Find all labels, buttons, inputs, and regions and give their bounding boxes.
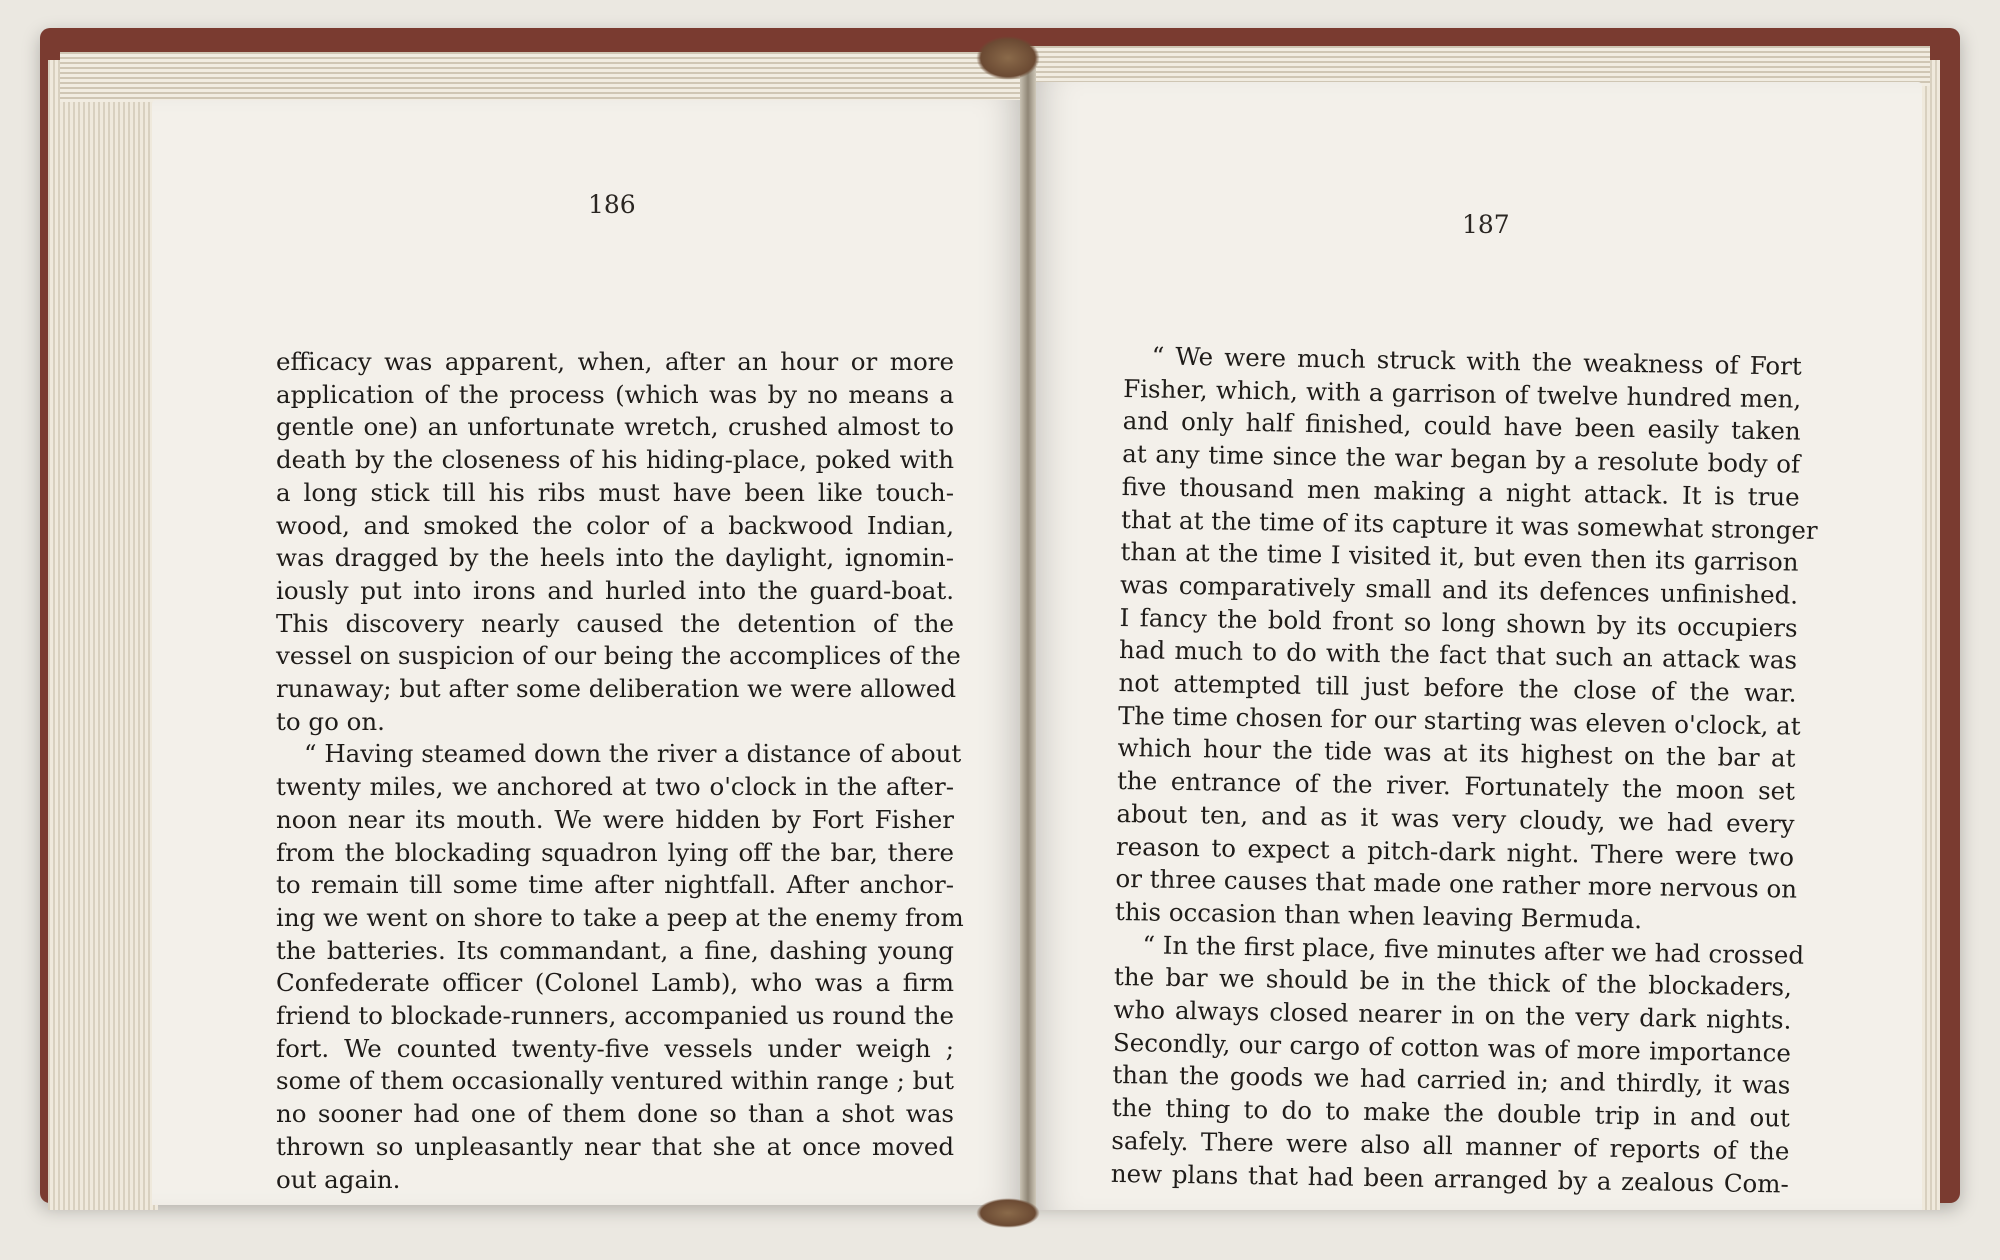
left-page-edges [48, 60, 158, 1210]
right-text-line: five thousand men making a night attack. It is true [1121, 471, 1800, 512]
left-text-line: runaway; but after some deliberation we were allowed [276, 674, 957, 704]
right-text-line: The time chosen for our starting was eleven o'clock, at [1117, 700, 1801, 741]
left-text-line: fort. We counted twenty-five vessels under weigh ; [276, 1033, 954, 1063]
right-text-line: was comparatively small and its defences unfinished. [1119, 569, 1799, 610]
right-text-line: Fisher, which, with a garrison of twelve hundred men, [1123, 373, 1802, 414]
right-text-line: reason to expect a pitch-dark night. There were two [1115, 831, 1795, 872]
left-page [152, 100, 1028, 1205]
right-page-number: 187 [1462, 210, 1510, 239]
left-text-line: thrown so unpleasantly near that she at once moved [276, 1131, 954, 1161]
left-text-line: no sooner had one of them done so than a shot was [276, 1099, 954, 1129]
right-text-line: not attempted till just before the close of the war. [1118, 667, 1797, 708]
right-text-line: the entrance of the river. Fortunately the moon set [1116, 766, 1796, 806]
left-page-number: 186 [588, 190, 636, 219]
left-text-line: twenty miles, we anchored at two o'clock in the after- [276, 772, 954, 802]
right-text-line: safely. There were also all manner of reports of the [1111, 1125, 1790, 1166]
left-text-line: to remain till some time after nightfall. After anchor- [276, 870, 954, 900]
book-gutter [1020, 60, 1036, 1210]
right-text-line: this occasion than when leaving Bermuda. [1114, 896, 1643, 935]
right-page [1028, 82, 1922, 1210]
left-page-text [276, 346, 964, 1196]
right-text-line: than the goods we had carried in; and thirdly, it was [1112, 1060, 1791, 1101]
right-text-line: new plans that had been arranged by a zealous Com- [1110, 1158, 1790, 1199]
left-text-line: noon near its mouth. We were hidden by Fort Fisher [276, 804, 954, 834]
left-text-line: the batteries. Its commandant, a fine, dashing young [276, 935, 954, 965]
left-text-line: iously put into irons and hurled into the guard-boat. [276, 575, 954, 605]
right-text-line: I fancy the bold front so long shown by its occupiers [1119, 602, 1798, 643]
right-text-line: or three causes that made one rather more nervous on [1115, 864, 1798, 904]
right-text-line: who always closed nearer in on the very dark nights. [1113, 994, 1792, 1035]
left-text-line: This discovery nearly caused the detention of the [276, 608, 954, 638]
left-text-line: friend to blockade-runners, accompanied us round the [276, 1001, 954, 1031]
left-text-line: ing we went on shore to take a peep at the enemy from [276, 902, 964, 932]
right-text-line: the bar we should be in the thick of the blockaders, [1113, 962, 1793, 1002]
left-text-line: death by the closeness of his hiding-place, poked with [276, 445, 954, 475]
right-text-line: and only half finished, could have been easily taken [1122, 406, 1801, 447]
left-text-line: some of them occasionally ventured within range ; but [276, 1066, 954, 1096]
left-text-line: was dragged by the heels into the daylight, ignomin- [276, 543, 954, 573]
left-text-line: wood, and smoked the color of a backwood Indian, [276, 510, 954, 540]
right-text-line: that at the time of its capture it was somewhat stronger [1120, 504, 1818, 545]
right-text-line: had much to do with the fact that such an attack was [1118, 635, 1798, 675]
left-text-line: out again. [276, 1164, 401, 1194]
right-text-line: the thing to do to make the double trip in and out [1111, 1093, 1791, 1133]
left-text-line: “ Having steamed down the river a distance of about [304, 739, 962, 769]
right-text-line: “ We were much struck with the weakness of Fort [1151, 341, 1802, 381]
left-text-line: to go on. [276, 706, 385, 736]
left-text-line: from the blockading squadron lying off the bar, there [276, 837, 954, 867]
right-text-line: Secondly, our cargo of cotton was of more importance [1112, 1027, 1792, 1068]
right-text-line: about ten, and as it was very cloudy, we had every [1116, 798, 1795, 839]
right-text-line: at any time since the war began by a resolute body of [1121, 439, 1801, 479]
right-text-line: “ In the first place, five minutes after we had crossed [1142, 930, 1805, 970]
left-text-line: vessel on suspicion of our being the accomplices of the [276, 641, 961, 671]
spine-tailband [976, 1198, 1040, 1228]
right-text-line: which hour the tide was at its highest on the bar at [1117, 733, 1796, 774]
right-top-edges [1030, 46, 1930, 86]
right-text-line: than at the time I visited it, but even then its garrison [1120, 537, 1799, 577]
left-text-line: efficacy was apparent, when, after an hour or more [276, 347, 954, 376]
spine-headband [976, 36, 1040, 80]
right-page-text [1110, 340, 1818, 1201]
left-text-line: gentle one) an unfortunate wretch, crushed almost to [276, 412, 954, 442]
left-text-line: Confederate officer (Colonel Lamb), who was a firm [276, 968, 954, 998]
left-top-edges [60, 52, 1020, 102]
left-text-line: application of the process (which was by no means a [276, 379, 954, 409]
left-text-line: a long stick till his ribs must have been like touch- [276, 477, 954, 507]
